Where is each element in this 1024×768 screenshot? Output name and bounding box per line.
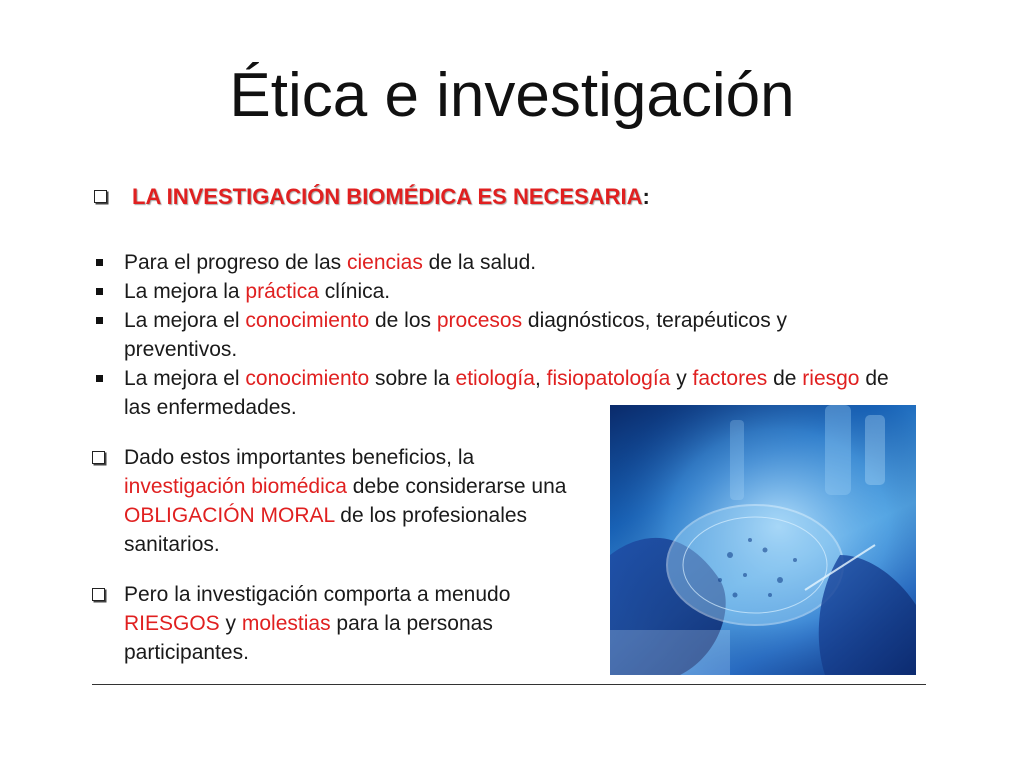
text-span: clínica.	[318, 280, 391, 303]
text-span: y	[219, 612, 242, 635]
text-span: La mejora el	[124, 309, 246, 332]
highlight-span: ciencias	[346, 251, 423, 274]
text-span: Dado estos importantes beneficios, la	[124, 446, 475, 469]
text-span: debe considerarse una	[346, 475, 567, 498]
highlight-span: etiología	[455, 367, 535, 390]
text-span: sobre la	[369, 367, 456, 390]
checkbox-icon	[94, 190, 107, 203]
text-span: Pero la investigación comporta a menudo	[124, 583, 511, 606]
highlight-span: conocimiento	[245, 367, 370, 390]
list-item	[92, 277, 902, 306]
section-heading	[92, 178, 902, 216]
highlight-span: práctica	[245, 280, 319, 303]
highlight-span: conocimiento	[245, 309, 370, 332]
lab-photo	[610, 405, 916, 675]
highlight-span: riesgo	[802, 367, 860, 390]
highlight-span: factores	[692, 367, 768, 390]
text-span: de los profesionales sanitarios.	[124, 504, 528, 556]
petri-dish-illustration	[610, 405, 916, 675]
bullet-list	[92, 248, 902, 422]
square-bullet-icon	[96, 317, 103, 324]
text-span: Para el progreso de las	[124, 251, 347, 274]
text-span: de los	[369, 309, 437, 332]
text-span: La mejora la	[124, 280, 246, 303]
heading-suffix: :	[642, 184, 650, 209]
text-span: La mejora el	[124, 367, 246, 390]
highlight-span: OBLIGACIÓN MORAL	[124, 504, 335, 527]
paragraph-obligation	[92, 443, 594, 559]
bottom-divider	[92, 684, 926, 685]
highlight-span: procesos	[436, 309, 523, 332]
text-span: y	[670, 367, 693, 390]
highlight-span: investigación biomédica	[124, 475, 347, 498]
square-bullet-icon	[96, 288, 103, 295]
text-span: de las enfermedades.	[124, 367, 889, 419]
slide-title: Ética e investigación	[229, 61, 795, 130]
list-item	[92, 248, 902, 277]
checkbox-icon	[92, 588, 105, 601]
text-span: ,	[534, 367, 547, 390]
square-bullet-icon	[96, 375, 103, 382]
highlight-span: RIESGOS	[124, 612, 220, 635]
highlight-span: molestias	[241, 612, 331, 635]
square-bullet-icon	[96, 259, 103, 266]
text-span: para la personas participantes.	[124, 612, 493, 664]
paragraph-risks	[92, 580, 594, 667]
text-span: diagnósticos, terapéuticos y preventivos.	[124, 309, 788, 361]
heading-highlight: LA INVESTIGACIÓN BIOMÉDICA ES NECESARIA	[132, 184, 643, 209]
text-span: de	[767, 367, 803, 390]
checkbox-icon	[92, 451, 105, 464]
text-span: de la salud.	[422, 251, 537, 274]
highlight-span: fisiopatología	[546, 367, 671, 390]
list-item	[92, 306, 902, 364]
